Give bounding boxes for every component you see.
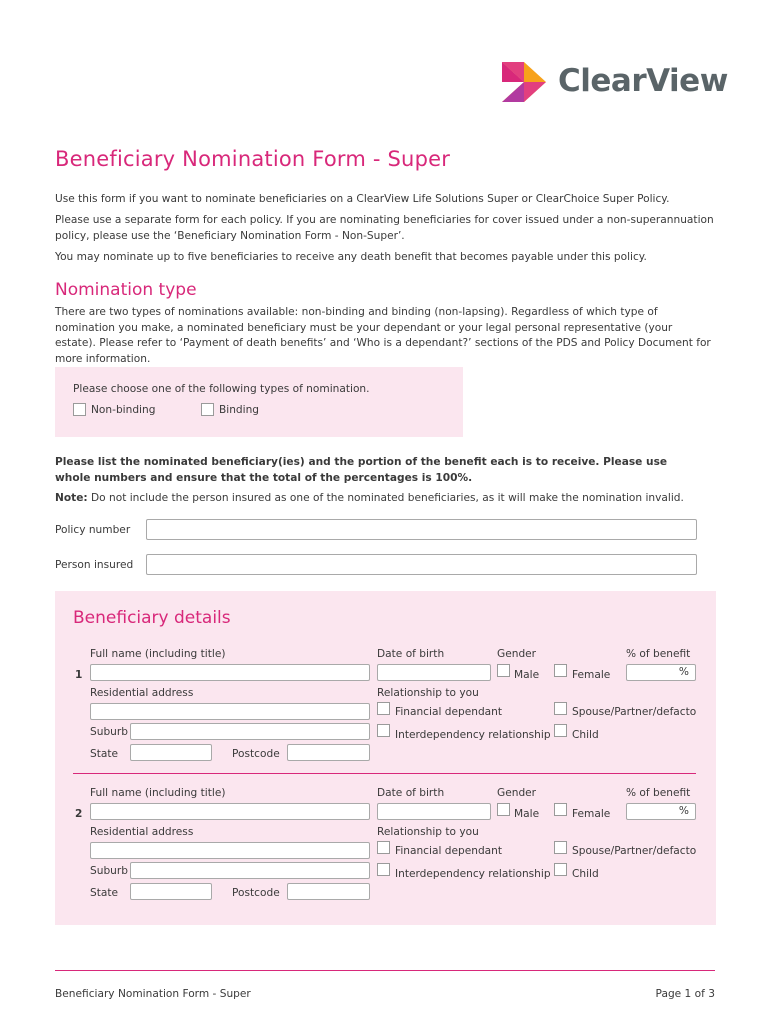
non-binding-checkbox[interactable] [73,403,86,416]
non-binding-label: Non-binding [91,404,156,416]
child-checkbox[interactable] [554,724,567,737]
child-label: Child [572,868,599,880]
nomination-type-panel [55,367,463,437]
note-text: Do not include the person insured as one of the nominated beneficiaries, as it will make the nomination invalid. [91,492,684,504]
spouse-checkbox[interactable] [554,841,567,854]
spouse-label: Spouse/Partner/defacto [572,845,697,857]
logo-wordmark: ClearView [558,63,728,99]
postcode-input[interactable] [287,883,370,900]
relationship-label: Relationship to you [377,826,479,838]
interdependency-label: Interdependency relationship [395,868,551,880]
nomination-type-prompt: Please choose one of the following types of nomination. [73,383,370,395]
female-checkbox[interactable] [554,664,567,677]
full-name-input[interactable] [90,664,370,681]
intro-paragraph-1: Use this form if you want to nominate beneficiaries on a ClearView Life Solutions Super or ClearChoice Super Policy. [55,193,670,205]
beneficiary-block-2 [55,785,716,915]
address-label: Residential address [90,826,194,838]
pct-sign: % [678,805,689,817]
financial-dependant-checkbox[interactable] [377,702,390,715]
female-label: Female [572,669,611,681]
pct-input[interactable] [626,664,696,681]
financial-dependant-checkbox[interactable] [377,841,390,854]
state-input[interactable] [130,744,212,761]
beneficiary-block-1 [55,646,716,776]
instructions-bold: Please list the nominated beneficiary(ies) and the portion of the benefit each is to receive. Please use whole numbers and ensure that the total of the percentages is 100%. [55,456,668,484]
page-title: Beneficiary Nomination Form - Super [55,147,451,171]
beneficiary-number: 2 [75,808,83,820]
dob-label: Date of birth [377,648,445,660]
clearview-logo-icon [500,60,548,104]
female-label: Female [572,808,611,820]
male-checkbox[interactable] [497,803,510,816]
male-checkbox[interactable] [497,664,510,677]
address-label: Residential address [90,687,194,699]
pct-sign: % [678,666,689,678]
postcode-label: Postcode [232,748,280,760]
policy-number-label: Policy number [55,524,131,536]
relationship-label: Relationship to you [377,687,479,699]
beneficiary-details-panel [55,591,716,925]
beneficiary-number: 1 [75,669,83,681]
nomination-type-description: There are two types of nominations available: non-binding and binding (non-lapsing). Regardless of which type of nomination you make, a nominated beneficiary must be your dependant or your legal personal representative (your estate). Please refer to ‘Payment of death benefits’ and ‘Who is a dependant?’ sections of the PDS and Policy Document for more information. [55,306,711,365]
gender-label: Gender [497,787,537,799]
interdependency-label: Interdependency relationship [395,729,551,741]
pct-label: % of benefit [626,648,691,660]
footer-title: Beneficiary Nomination Form - Super [55,988,251,1000]
suburb-input[interactable] [130,862,370,879]
full-name-input[interactable] [90,803,370,820]
male-label: Male [514,669,540,681]
spouse-checkbox[interactable] [554,702,567,715]
postcode-input[interactable] [287,744,370,761]
footer-page-number: Page 1 of 3 [655,988,715,1000]
intro-paragraph-3: You may nominate up to five beneficiaries to receive any death benefit that becomes payable under this policy. [55,251,647,263]
interdependency-checkbox[interactable] [377,863,390,876]
intro-paragraph-2: Please use a separate form for each policy. If you are nominating beneficiaries for cover issued under a non-superannuation policy, please use the ‘Beneficiary Nomination Form - Non-Super’. [55,214,714,242]
financial-dependant-label: Financial dependant [395,706,503,718]
full-name-label: Full name (including title) [90,787,226,799]
state-input[interactable] [130,883,212,900]
interdependency-checkbox[interactable] [377,724,390,737]
clearview-logo [500,60,728,104]
pct-input[interactable] [626,803,696,820]
dob-input[interactable] [377,664,491,681]
gender-label: Gender [497,648,537,660]
nomination-type-heading: Nomination type [55,280,197,300]
full-name-label: Full name (including title) [90,648,226,660]
spouse-label: Spouse/Partner/defacto [572,706,697,718]
state-label: State [90,887,119,899]
state-label: State [90,748,119,760]
policy-number-input[interactable] [146,519,697,540]
person-insured-input[interactable] [146,554,697,575]
child-checkbox[interactable] [554,863,567,876]
female-checkbox[interactable] [554,803,567,816]
address-input[interactable] [90,842,370,859]
note-label: Note: [55,492,88,504]
binding-checkbox[interactable] [201,403,214,416]
suburb-label: Suburb [90,865,128,877]
instructions-note [55,491,715,507]
child-label: Child [572,729,599,741]
beneficiary-details-heading: Beneficiary details [73,608,231,628]
address-input[interactable] [90,703,370,720]
pct-label: % of benefit [626,787,691,799]
dob-label: Date of birth [377,787,445,799]
beneficiary-divider [73,773,696,774]
suburb-input[interactable] [130,723,370,740]
suburb-label: Suburb [90,726,128,738]
binding-label: Binding [219,404,260,416]
male-label: Male [514,808,540,820]
financial-dependant-label: Financial dependant [395,845,503,857]
person-insured-label: Person insured [55,559,134,571]
postcode-label: Postcode [232,887,280,899]
dob-input[interactable] [377,803,491,820]
footer-divider [55,970,715,971]
